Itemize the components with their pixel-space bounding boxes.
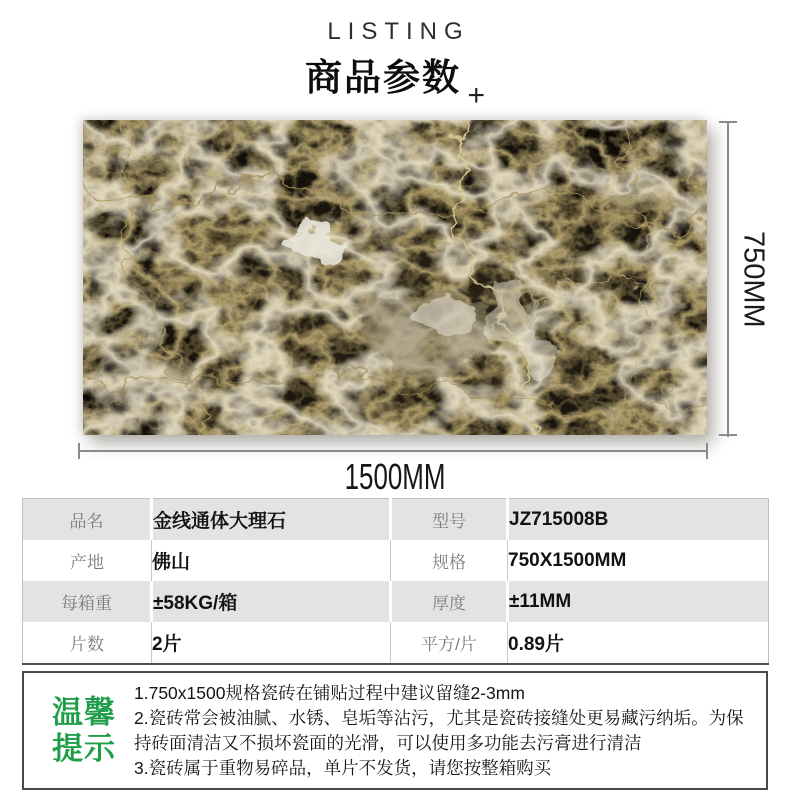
height-dimension-line: [727, 122, 729, 437]
spec-label-cell: 规格: [391, 540, 508, 581]
tips-title: [40, 695, 128, 767]
tips-item: 2.瓷砖常会被油腻、水锈、皂垢等沾污，尤其是瓷砖接缝处更易藏污纳垢。为保持砖面清洁又不损坏瓷面的光滑，可以使用多功能去污膏进行清洁: [134, 707, 744, 753]
spec-label-cell: 产地: [70, 553, 104, 572]
width-dimension-label: 1500MM: [344, 456, 446, 497]
table-row: [23, 581, 769, 622]
plus-mark: +: [467, 79, 485, 112]
spec-label-cell: 型号: [391, 499, 508, 541]
spec-label-cell: 每箱重: [61, 594, 112, 613]
tips-title-line: 温馨: [52, 694, 116, 730]
spec-value-cell: 2片: [152, 622, 391, 664]
spec-value-cell: ±11MM: [508, 581, 769, 622]
spec-value-cell: 佛山: [152, 540, 391, 581]
header: [0, 47, 790, 112]
tips-list: [128, 675, 766, 787]
spec-value-cell: 金线通体大理石: [152, 499, 391, 541]
tips-title-line: 提示: [52, 730, 116, 766]
spec-label-cell: 片数: [70, 635, 104, 654]
spec-value-cell: ±58KG/箱: [152, 581, 391, 622]
table-row: [23, 499, 769, 541]
spec-value-cell: JZ715008B: [508, 499, 769, 541]
spec-label-cell: 平方/片: [391, 622, 508, 664]
spec-table: [22, 498, 769, 665]
marble-graphic: [83, 120, 707, 435]
spec-value-cell: 0.89片: [508, 622, 769, 664]
tips-box: [22, 671, 768, 790]
table-row: [23, 540, 769, 581]
listing-eyebrow: LISTING: [327, 18, 470, 45]
height-dimension-label: 750MM: [737, 230, 770, 328]
spec-label-cell: 品名: [69, 512, 104, 531]
table-row: [23, 622, 769, 664]
tips-item: 3.瓷砖属于重物易碎品，单片不发货，请您按整箱购买: [134, 757, 552, 778]
spec-label-cell: 厚度: [391, 581, 508, 622]
height-dimension-cap-bottom: [719, 434, 737, 436]
tips-item: 1.750x1500规格瓷砖在铺贴过程中建议留缝2-3mm: [134, 682, 525, 703]
marble-tile-image: [83, 120, 707, 435]
width-dimension-line: [78, 450, 708, 452]
page-title: 商品参数: [305, 57, 461, 98]
spec-value-cell: 750X1500MM: [508, 540, 769, 581]
